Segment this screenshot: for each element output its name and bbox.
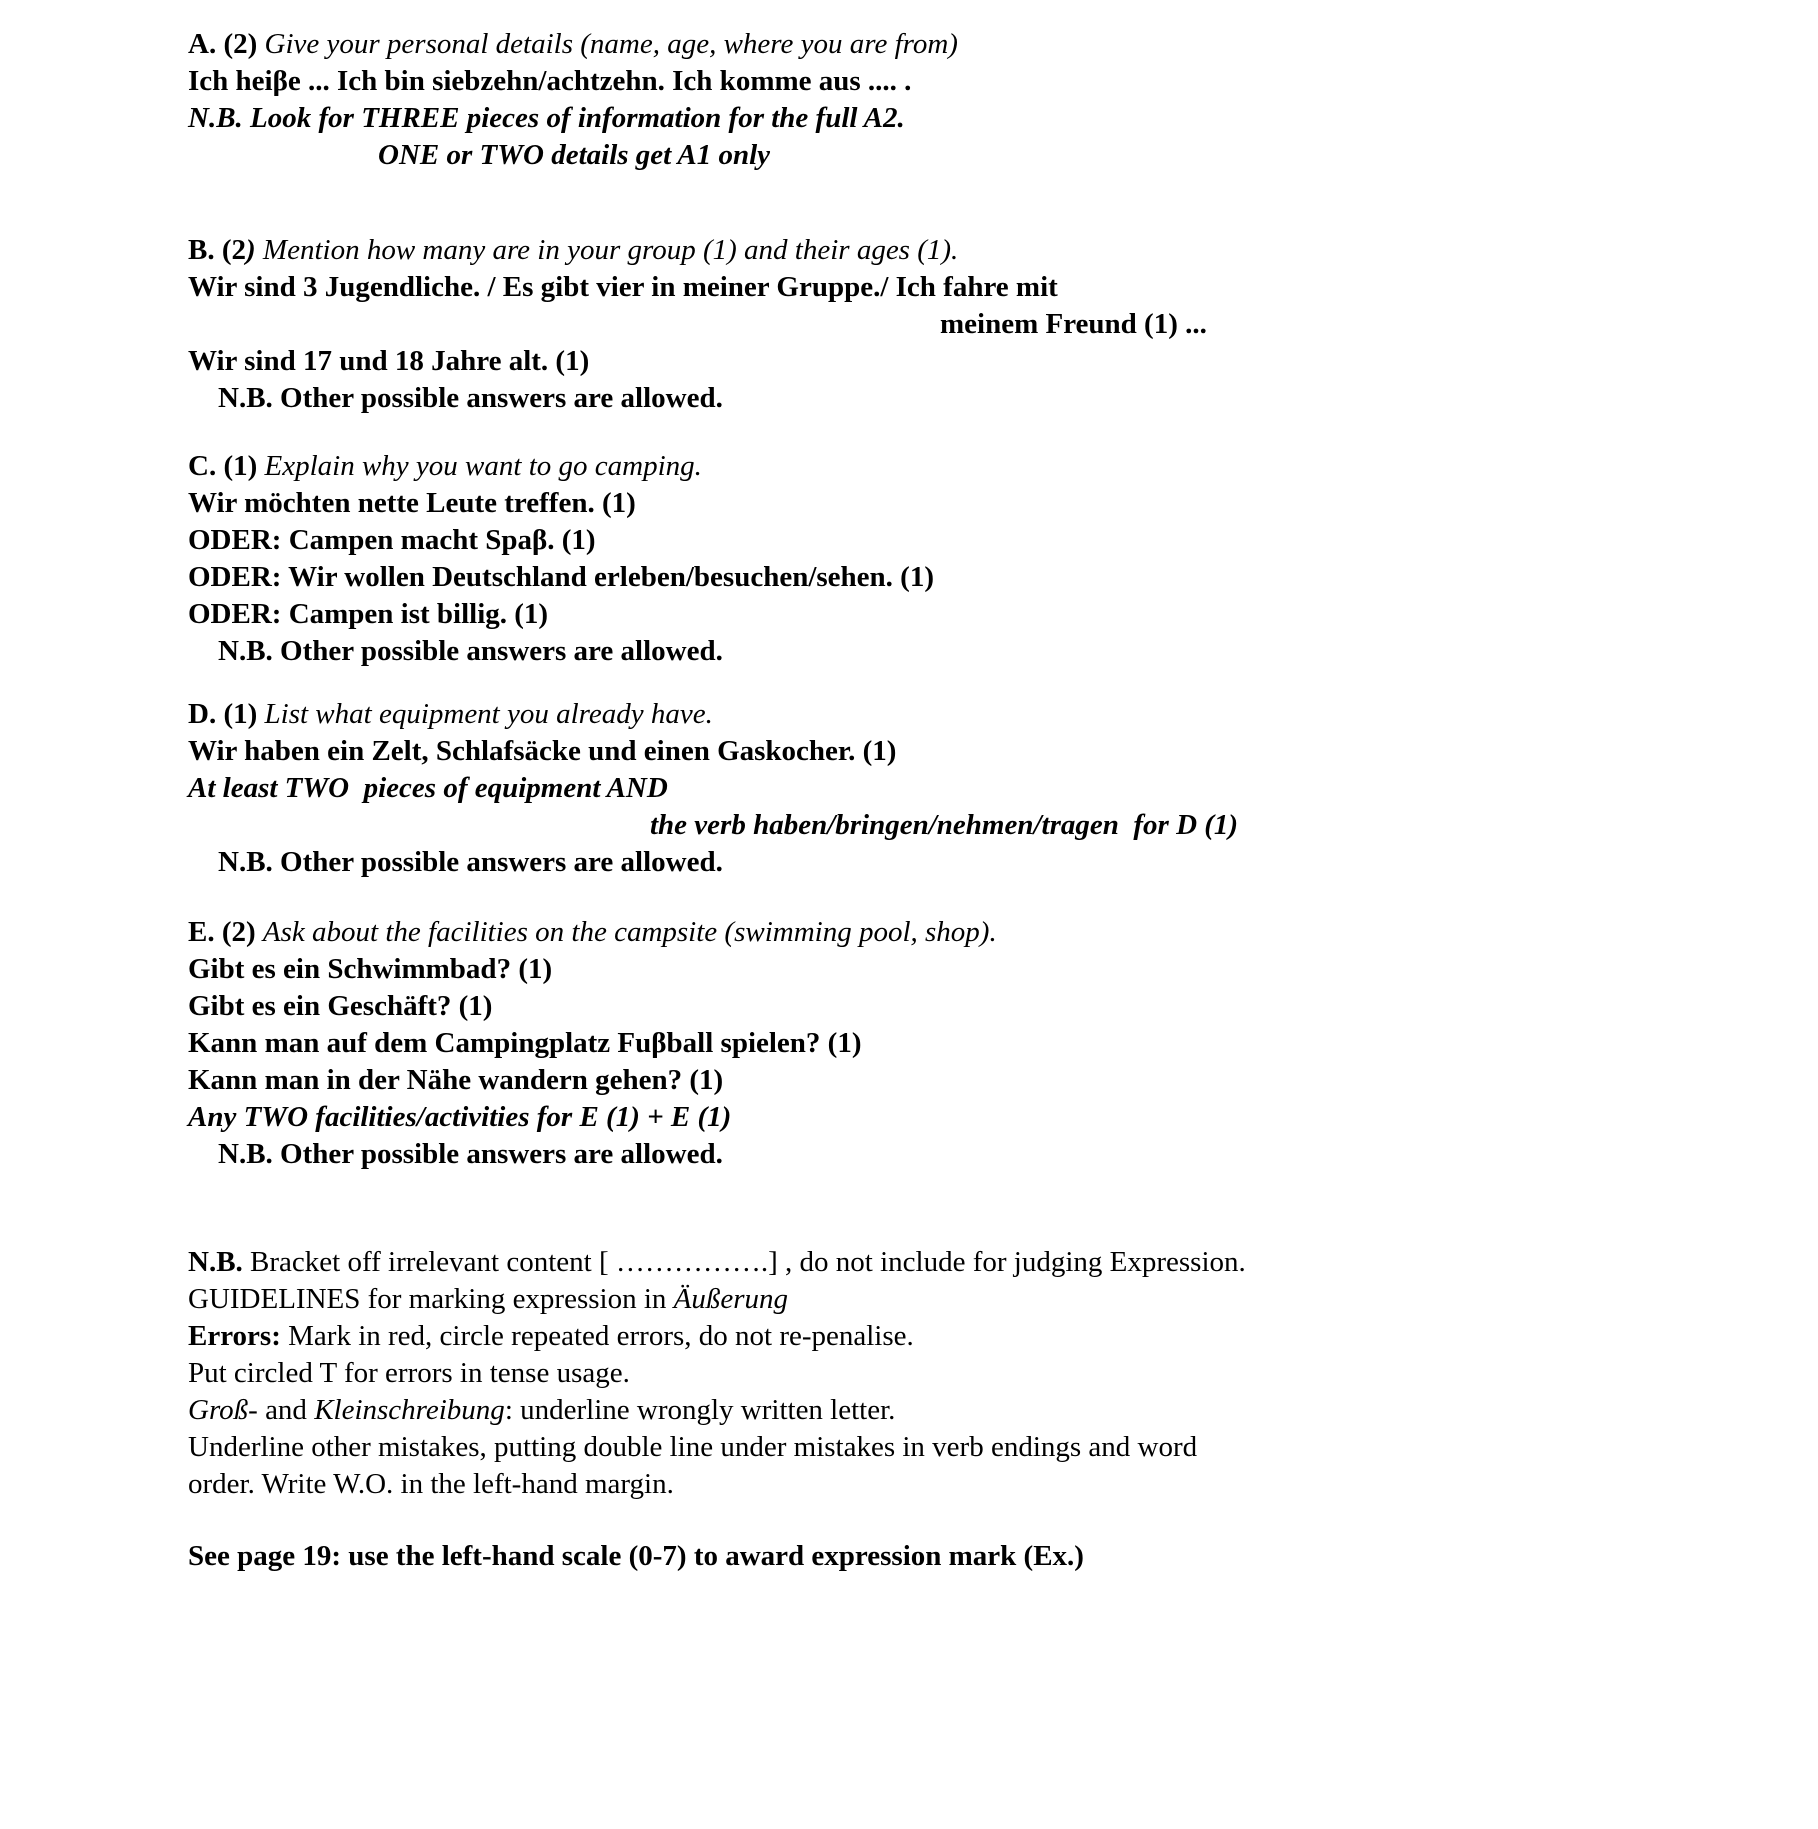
text-run: meinem Freund (1) ... <box>940 308 1207 340</box>
text-run: ODER: Wir wollen Deutschland erleben/besuchen/sehen. (1) <box>188 561 934 593</box>
text-line <box>188 26 1738 63</box>
text-run: Wir sind 3 Jugendliche. / Es gibt vier in meiner Gruppe./ Ich fahre mit <box>188 271 1058 303</box>
text-run: Gibt es ein Schwimmbad? (1) <box>188 953 553 985</box>
text-line <box>188 1099 1738 1136</box>
text-line <box>188 269 1738 306</box>
text-run: Wir sind 17 und 18 Jahre alt. (1) <box>188 345 590 377</box>
text-run: order. Write W.O. in the left-hand margin. <box>188 1468 674 1500</box>
text-run: GUIDELINES for marking expression in <box>188 1283 674 1315</box>
text-line <box>188 633 1738 670</box>
text-run: Wir haben ein Zelt, Schlafsäcke und einen Gaskocher. (1) <box>188 735 897 767</box>
text-run: Explain why you want to go camping. <box>264 450 702 482</box>
footer-note <box>188 1538 1738 1575</box>
text-run: : underline wrongly written letter. <box>504 1394 896 1426</box>
text-line <box>188 807 1738 844</box>
text-run: ODER: Campen macht Spaβ. (1) <box>188 524 596 556</box>
text-run: N.B. Other possible answers are allowed. <box>218 382 723 414</box>
text-line <box>188 232 1738 269</box>
section-c <box>188 448 1738 670</box>
text-run: List what equipment you already have. <box>264 698 713 730</box>
text-line <box>188 1429 1738 1466</box>
text-line <box>188 1244 1738 1281</box>
text-run: N.B. Other possible answers are allowed. <box>218 1138 723 1170</box>
text-run: Mention how many are in your group (1) and their ages (1). <box>262 234 959 266</box>
text-line <box>188 343 1738 380</box>
text-line <box>188 696 1738 733</box>
section-e <box>188 914 1738 1173</box>
text-run: ODER: Campen ist billig. (1) <box>188 598 549 630</box>
text-line <box>188 1318 1738 1355</box>
text-run: N.B. Other possible answers are allowed. <box>218 846 723 878</box>
text-line <box>188 137 1738 174</box>
text-line <box>188 1466 1738 1503</box>
text-run: C. (1) <box>188 450 265 482</box>
text-line <box>188 951 1738 988</box>
text-run: At least TWO pieces of equipment AND <box>188 772 668 804</box>
text-line <box>188 448 1738 485</box>
text-run: B. (2 <box>188 234 246 266</box>
text-run: N.B. Look for THREE pieces of information for the full A2. <box>188 102 905 134</box>
section-d <box>188 696 1738 881</box>
text-line <box>188 770 1738 807</box>
text-line <box>188 380 1738 417</box>
text-run: E. (2) <box>188 916 263 948</box>
text-run: Ask about the facilities on the campsite (swimming pool, shop). <box>262 916 997 948</box>
text-run: Gibt es ein Geschäft? (1) <box>188 990 493 1022</box>
text-run: N.B. Other possible answers are allowed. <box>218 635 723 667</box>
text-run: and <box>257 1394 315 1426</box>
text-run: Kleinschreibung <box>314 1394 505 1426</box>
text-run: Bracket off irrelevant content [ …………….] , do not include for judging Expression. <box>250 1246 1246 1278</box>
text-line <box>188 522 1738 559</box>
text-line <box>188 596 1738 633</box>
text-line <box>188 63 1738 100</box>
text-run: Underline other mistakes, putting double line under mistakes in verb endings and word <box>188 1431 1198 1463</box>
text-run: Mark in red, circle repeated errors, do not re-penalise. <box>288 1320 914 1352</box>
text-line <box>188 100 1738 137</box>
text-line <box>188 1281 1738 1318</box>
text-line <box>188 988 1738 1025</box>
text-line <box>188 1355 1738 1392</box>
text-line <box>188 1062 1738 1099</box>
text-line <box>188 485 1738 522</box>
text-run: ) <box>246 234 263 266</box>
text-line <box>188 914 1738 951</box>
text-run: Kann man auf dem Campingplatz Fuβball spielen? (1) <box>188 1027 862 1059</box>
text-run: Äußerung <box>673 1283 789 1315</box>
marking-guidelines <box>188 1244 1738 1503</box>
text-line <box>188 1136 1738 1173</box>
text-run: See page 19: use the left-hand scale (0-7) to award expression mark (Ex.) <box>188 1540 1084 1572</box>
text-run: the verb haben/bringen/nehmen/tragen for D (1) <box>650 809 1239 841</box>
text-line <box>188 1538 1738 1575</box>
text-run: Errors: <box>188 1320 289 1352</box>
text-run: Put circled T for errors in tense usage. <box>188 1357 630 1389</box>
text-line <box>188 1025 1738 1062</box>
text-line <box>188 844 1738 881</box>
section-b <box>188 232 1738 417</box>
text-run: A. (2) <box>188 28 265 60</box>
text-line <box>188 306 1738 343</box>
text-run: N.B. <box>188 1246 251 1278</box>
text-run: Groß- <box>188 1394 258 1426</box>
text-line <box>188 733 1738 770</box>
text-run: Wir möchten nette Leute treffen. (1) <box>188 487 636 519</box>
text-run: Kann man in der Nähe wandern gehen? (1) <box>188 1064 724 1096</box>
text-line <box>188 559 1738 596</box>
text-line <box>188 1392 1738 1429</box>
text-run: ONE or TWO details get A1 only <box>378 139 771 171</box>
text-run: Ich heiβe ... Ich bin siebzehn/achtzehn. Ich komme aus .... . <box>188 65 912 97</box>
text-run: D. (1) <box>188 698 265 730</box>
text-run: Any TWO facilities/activities for E (1) + E (1) <box>188 1101 732 1133</box>
text-run: Give your personal details (name, age, where you are from) <box>264 28 958 60</box>
section-a <box>188 26 1738 174</box>
